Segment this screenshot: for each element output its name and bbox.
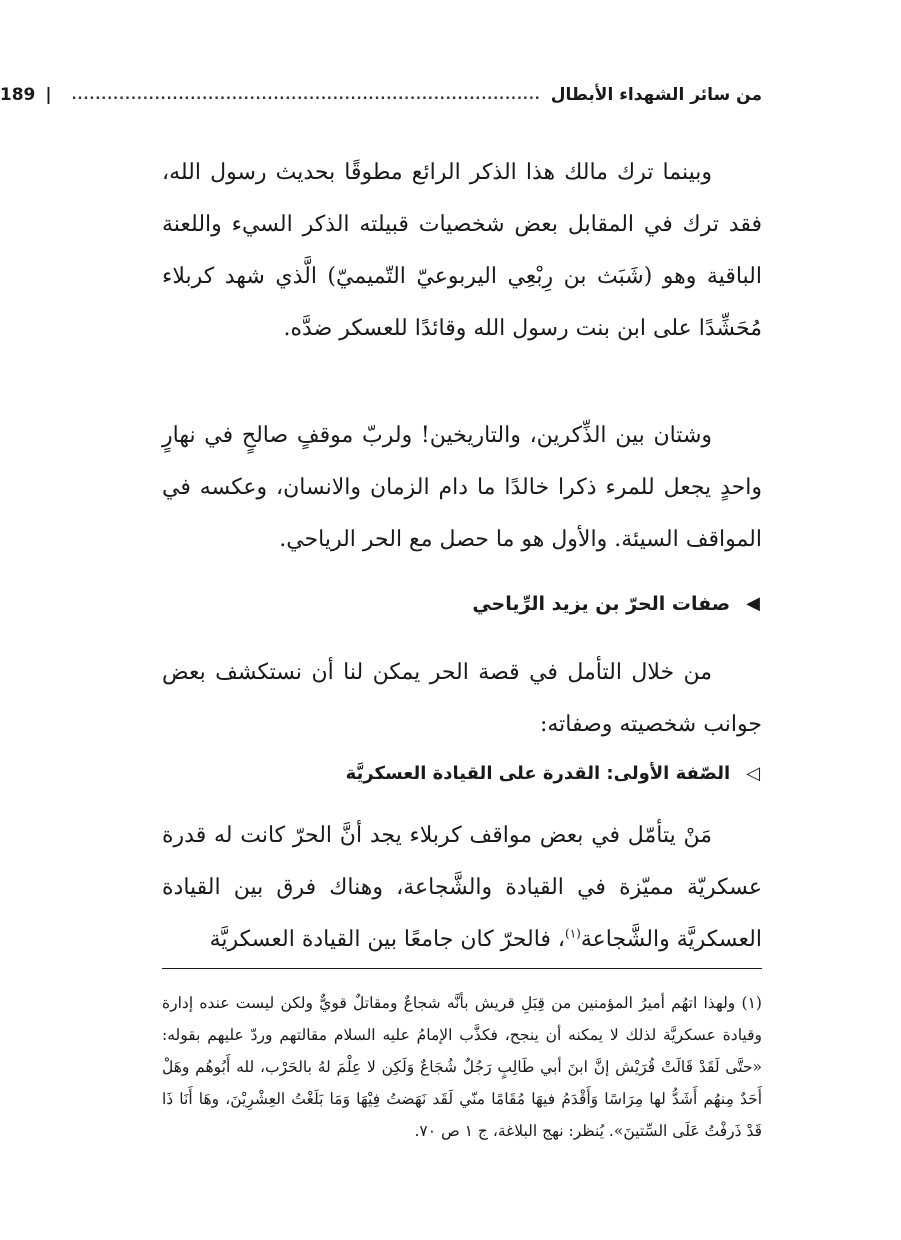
paragraph-1 bbox=[162, 147, 762, 355]
paragraph-4-text-end: ، فالحرّ كان جامعًا بين القيادة العسكريَّة bbox=[209, 927, 566, 952]
paragraph-1-text: وبينما ترك مالك هذا الذكر الرائع مطوقًا بحديث رسول الله، فقد ترك في المقابل بعض شخصيات قبيلته الذكر السيء واللعنة الباقية وهو (شَبَث بن رِبْعِي اليربوعيّ التّميميّ) الَّذي شهد كربلاء مُحَشِّدًا على ابن بنت رسول الله وقائدًا للعسكر ضدَّه. bbox=[162, 160, 762, 341]
paragraph-3 bbox=[162, 647, 762, 751]
footnote-number: (١) bbox=[741, 994, 762, 1012]
section-heading bbox=[162, 593, 762, 615]
paragraph-4 bbox=[162, 810, 762, 966]
paragraph-3-text: من خلال التأمل في قصة الحر يمكن لنا أن نستكشف بعض جوانب شخصيته وصفاته: bbox=[162, 660, 762, 737]
header-separator: | bbox=[45, 85, 52, 105]
leader-dots: ............................................................................... bbox=[71, 87, 541, 103]
footnote-text: ولهذا اتهُم أميرُ المؤمنين من قِبَلِ قريش بأنَّه شجاعٌ ومقاتلٌ قويٌّ ولكن ليست عنده إدارة وقيادة عسكريَّة لذلك لا يمكنه أن ينجح، فكذَّب الإمامُ عليه السلام مقالتهم وردّ عليهم بقوله: «حتَّى لَقَدْ قَالَتْ قُرَيْش إنَّ ابنَ أبي طَالِبٍ رَجُلٌ شُجَاعٌ وَلَكِن لا عِلْمَ لهُ بالحَرْب، لله أَبُوهُم وهَلْ أَحَدٌ مِنهُم أَشَدُّ لها مِرَاسًا وَأَقْدَمُ فيهَا مُقَامًا منّي لَقَد نَهَضتُ فِيْهَا وَمَا بَلَغْتُ العِشْرِيْنَ، وهَا أَنَا ذَا قَدْ ذَرفْتُ عَلَى السِّتينَ». يُنظر: نهج البلاغة، ج ١ ص ٧٠. bbox=[162, 994, 762, 1140]
book-page bbox=[0, 75, 762, 1155]
filled-triangle-icon: ◀ bbox=[746, 593, 760, 614]
paragraph-2 bbox=[162, 410, 762, 566]
paragraph-2-text: وشتان بين الذِّكرين، والتاريخين! ولربّ موقفٍ صالحٍ في نهارٍ واحدٍ يجعل للمرء ذكرا خالدًا ما دام الزمان والانسان، وعكسه في المواقف السيئة. والأول هو ما حصل مع الحر الرياحي. bbox=[162, 423, 762, 552]
paragraph-4-text-start: مَنْ يتأمّل في بعض مواقف كربلاء يجد أنَّ الحرّ كانت له قدرة عسكريّة مميّزة في القيادة والشَّجاعة، وهناك فرق بين القيادة العسكريَّة والشَّجاعة bbox=[162, 823, 762, 952]
footnote-reference[interactable]: (١) bbox=[565, 926, 581, 941]
section-heading-text: صفات الحرّ بن يزيد الرِّياحي bbox=[472, 593, 731, 615]
outline-triangle-icon: ◁ bbox=[746, 762, 760, 784]
page-number: 189 bbox=[0, 85, 36, 105]
subsection-heading bbox=[162, 763, 762, 784]
running-header bbox=[0, 75, 762, 115]
footnote bbox=[162, 987, 762, 1147]
footnote-divider bbox=[162, 968, 762, 969]
subsection-heading-text: الصّفة الأولى: القدرة على القيادة العسكريَّة bbox=[345, 763, 731, 784]
running-title: من سائر الشهداء الأبطال bbox=[550, 85, 762, 105]
